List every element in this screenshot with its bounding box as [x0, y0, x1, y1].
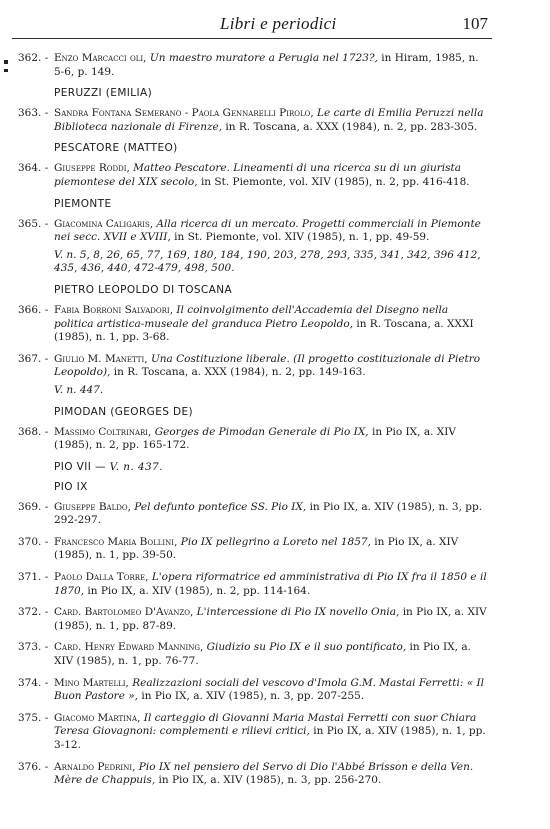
entry-author: Giacomina Caligaris,: [54, 217, 154, 230]
entry-title: Alla ricerca di un mercato. Progetti commerciali in Piemonte nei secc. XVII e XVIII,: [54, 217, 481, 244]
entry-body: [54, 536, 458, 562]
running-title: Libri e periodici: [220, 14, 337, 33]
entry-title: Il carteggio di Giovanni Maria Mastai Ferretti con suor Chiara Teresa Giovagnoni: complementi e rilievi critici,: [54, 711, 477, 738]
entry-number: 371. -: [18, 571, 49, 584]
section-heading: [18, 406, 488, 418]
entry-body: [54, 304, 474, 343]
entry-title: Matteo Pescatore. Lineamenti di una ricerca su di un giurista piemontese del XIX secolo,: [54, 162, 462, 188]
entry-body: [54, 712, 486, 751]
bibliography-entry: [18, 162, 488, 189]
margin-mark: [4, 60, 8, 64]
entry-body: [54, 761, 473, 787]
entry-number: 362. -: [18, 52, 49, 64]
section-heading-text: PIEMONTE: [54, 197, 112, 210]
entry-number: 375. -: [18, 711, 49, 724]
section-heading-text: PIO VII —: [54, 460, 106, 473]
page-number: 107: [462, 14, 488, 33]
section-heading-text: PIETRO LEOPOLDO DI TOSCANA: [54, 283, 233, 296]
entry-author: Paolo Dalla Torre,: [54, 571, 149, 584]
margin-mark: [4, 69, 8, 72]
entry-body: [54, 677, 484, 703]
entry-body: [54, 107, 484, 133]
entry-title: Giudizio su Pio IX e il suo pontificato,: [206, 641, 407, 654]
entry-body: [54, 606, 487, 632]
entry-number: 376. -: [18, 760, 49, 773]
bibliography-entry: [18, 501, 488, 528]
entry-author: Giuseppe Baldo,: [54, 500, 131, 513]
section-heading-text: PIO IX: [54, 480, 88, 493]
entry-title: Il coinvolgimento dell'Accademia del Disegno nella politica artistica-museale del granduca Pietro Leopoldo,: [54, 303, 449, 330]
entry-source: in Pio IX, a. XIV (1985), n. 3, pp. 207-255.: [141, 690, 365, 703]
bibliography-entry: [18, 606, 488, 633]
bibliography-entry: [18, 107, 488, 134]
section-heading: [18, 284, 488, 296]
entry-title: Pio IX pellegrino a Loreto nel 1857,: [180, 535, 371, 548]
entry-number: 369. -: [18, 500, 49, 513]
entry-number: 365. -: [18, 217, 49, 230]
entry-source: in Pio IX, a. XIV (1985), n. 1, pp. 39-50.: [54, 535, 459, 562]
entry-number: 366. -: [18, 303, 49, 316]
entry-author: Massimo Coltrinari,: [54, 425, 152, 438]
section-heading: [18, 461, 488, 473]
entry-source: in Pio IX, a. XIV (1985), n. 1, pp. 3-12.: [54, 725, 486, 751]
entry-author: Giulio M. Manetti,: [54, 352, 148, 365]
bibliography-entry: [18, 426, 488, 453]
entry-cross-reference: V. n. 447.: [54, 383, 104, 396]
entry-body: [54, 353, 480, 379]
entry-source: in Pio IX, a. XIV (1985), n. 3, pp. 256-270.: [158, 774, 382, 787]
entry-source: in Pio IX, a. XIV (1985), n. 3, pp. 292-297.: [54, 500, 483, 527]
section-heading-text: PESCATORE (MATTEO): [54, 142, 178, 155]
entry-body: [54, 571, 487, 597]
bibliography-entry: [18, 304, 488, 345]
entry-source: in Hiram, 1985, n. 5-6, p. 149.: [54, 52, 479, 78]
entry-title: Pio IX nel pensiero del Servo di Dio l'Abbé Brisson e della Ven. Mère de Chappuis,: [54, 760, 474, 787]
entry-author: Card. Henry Edward Manning,: [54, 641, 204, 654]
entry-source: in R. Toscana, a. XXX (1984), n. 2, pp. 149-163.: [113, 366, 366, 379]
entry-source: in Pio IX, a. XIV (1985), n. 1, pp. 76-77.: [54, 641, 471, 668]
entry-author: Giacomo Martina,: [54, 711, 141, 724]
entry-source: in St. Piemonte, vol. XIV (1985), n. 1, pp. 49-59.: [174, 231, 430, 244]
section-heading-text: PERUZZI (EMILIA): [54, 87, 153, 100]
entry-title: Georges de Pimodan Generale di Pio IX,: [154, 425, 369, 438]
entry-title: Le carte di Emilia Peruzzi nella Biblioteca nazionale di Firenze,: [54, 107, 484, 133]
entry-body: [54, 501, 482, 527]
entry-author: Enzo Marcacci oli,: [54, 52, 147, 64]
entry-body: [54, 641, 471, 667]
entry-source: in R. Toscana, a. XXX (1984), n. 2, pp. 283-305.: [225, 120, 478, 133]
bibliography-entry: [18, 761, 488, 788]
entry-source: in R. Toscana, a. XXXI (1985), n. 1, pp. 3-68.: [54, 317, 474, 344]
entry-author: Giuseppe Roddi,: [54, 162, 130, 175]
bibliography-entry: [18, 52, 488, 79]
entry-number: 363. -: [18, 107, 49, 120]
section-heading: [18, 87, 488, 99]
cross-reference: V. n. 437.: [109, 460, 163, 473]
entry-body: [54, 218, 481, 244]
entry-title: L'opera riformatrice ed amministrativa di Pio IX fra il 1850 e il 1870,: [54, 571, 487, 597]
entry-source: in Pio IX, a. XIV (1985), n. 1, pp. 87-89.: [54, 606, 487, 632]
entry-author: Sandra Fontana Semerano - Paola Gennarelli Pirolo,: [54, 107, 314, 120]
bibliography-entry: [18, 218, 488, 276]
bibliography-entry: [18, 677, 488, 704]
section-heading: [18, 198, 488, 210]
running-head: [0, 14, 550, 36]
entry-number: 374. -: [18, 676, 49, 689]
entry-title: Realizzazioni sociali del vescovo d'Imola G.M. Mastai Ferretti: « Il Buon Pastore »,: [54, 676, 484, 703]
entry-source: in Pio IX, a. XIV (1985), n. 2, pp. 114-164.: [87, 584, 311, 597]
entry-number: 372. -: [18, 606, 49, 619]
entry-number: 368. -: [18, 425, 49, 438]
section-heading: [18, 142, 488, 154]
entry-cross-reference: V. n. 5, 8, 26, 65, 77, 169, 180, 184, 190, 203, 278, 293, 335, 341, 342, 396 412, 435, 436, 440, 472-479, 498, 500.: [54, 248, 481, 275]
entry-body: [54, 426, 456, 452]
section-heading: [18, 481, 488, 493]
header-rule: [12, 38, 492, 39]
entry-title: Un maestro muratore a Perugia nel 1723?,: [149, 52, 378, 64]
entry-number: 370. -: [18, 535, 49, 548]
entry-body: [54, 52, 479, 78]
bibliography-entry: [18, 712, 488, 753]
entry-author: Fabia Borroni Salvadori,: [54, 303, 174, 316]
entry-author: Card. Bartolomeo D'Avanzo,: [54, 606, 194, 619]
bibliography-list: [18, 52, 488, 796]
entry-source: in St. Piemonte, vol. XIV (1985), n. 2, pp. 416-418.: [200, 175, 470, 188]
entry-title: Una Costituzione liberale. (Il progetto costituzionale di Pietro Leopoldo),: [54, 352, 481, 379]
entry-author: Arnaldo Pedrini,: [54, 760, 136, 773]
entry-author: Francesco Maria Bollini,: [54, 535, 178, 548]
bibliography-entry: [18, 353, 488, 398]
bibliography-entry: [18, 536, 488, 563]
entry-author: Mino Martelli,: [54, 676, 129, 689]
entry-source: in Pio IX, a. XIV (1985), n. 2, pp. 165-172.: [54, 425, 456, 452]
bibliography-entry: [18, 641, 488, 668]
entry-number: 364. -: [18, 162, 49, 175]
section-heading-text: PIMODAN (GEORGES DE): [54, 405, 194, 418]
entry-number: 367. -: [18, 352, 49, 365]
entry-title: Pel defunto pontefice SS. Pio IX,: [134, 500, 307, 513]
entry-title: L'intercessione di Pio IX novello Onia,: [196, 606, 400, 619]
entry-body: [54, 162, 470, 188]
bibliography-entry: [18, 571, 488, 598]
entry-number: 373. -: [18, 641, 49, 654]
